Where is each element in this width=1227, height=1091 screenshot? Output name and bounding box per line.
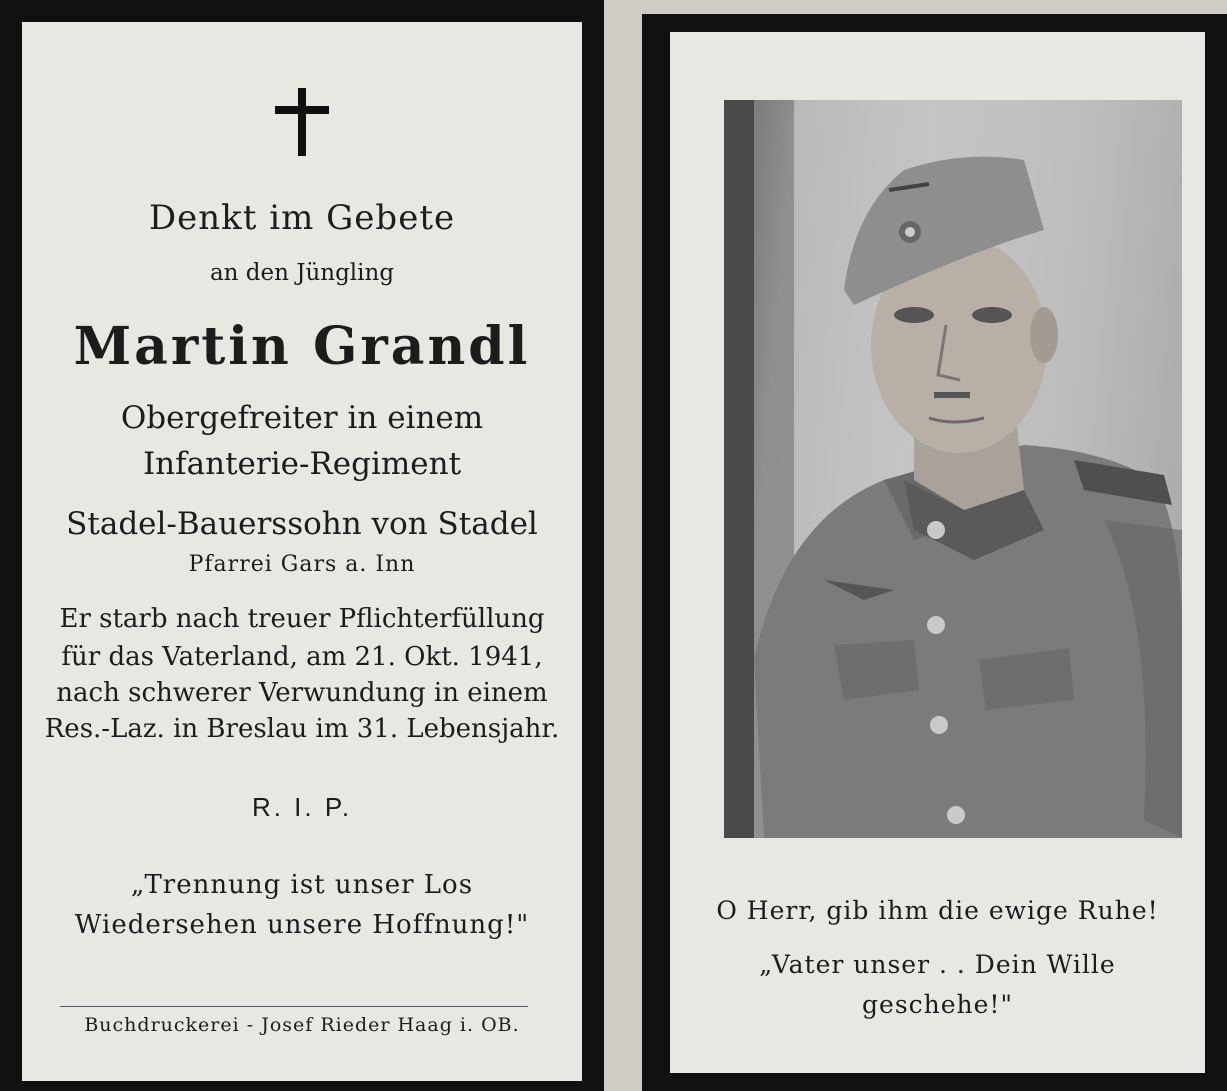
cross-icon — [275, 88, 329, 156]
death-text-line: nach schwerer Verwundung in einem — [56, 678, 548, 708]
rank-line-2: Infanterie-Regiment — [142, 446, 462, 482]
header-text: Denkt im Gebete — [148, 198, 456, 238]
prayer-text: O Herr, gib ihm die ewige Ruhe! — [716, 896, 1159, 925]
divider — [60, 1006, 528, 1007]
intro-text: an den Jüngling — [209, 260, 395, 286]
quote-line-2: Wiedersehen unsere Hoffnung!" — [74, 910, 530, 940]
soldier-portrait-photo — [724, 100, 1182, 838]
quote-line-1: „Trennung ist unser Los — [130, 870, 474, 900]
rank-line-1: Obergefreiter in einem — [120, 400, 484, 436]
verse-line-1: „Vater unser . . Dein Wille — [759, 950, 1116, 979]
death-text-line: Res.-Laz. in Breslau im 31. Lebensjahr. — [44, 714, 560, 744]
death-text-line: Er starb nach treuer Pflichterfüllung — [59, 604, 545, 634]
portrait-image — [724, 100, 1182, 838]
printer-credit: Buchdruckerei - Josef Rieder Haag i. OB. — [84, 1014, 520, 1036]
rip-text: R. I. P. — [251, 792, 353, 822]
death-text-line: für das Vaterland, am 21. Okt. 1941, — [61, 642, 543, 672]
origin-text: Stadel-Bauerssohn von Stadel — [66, 506, 538, 542]
deceased-name: Martin Grandl — [73, 316, 531, 377]
verse-line-2: geschehe!" — [862, 990, 1013, 1019]
parish-text: Pfarrei Gars a. Inn — [188, 552, 416, 577]
